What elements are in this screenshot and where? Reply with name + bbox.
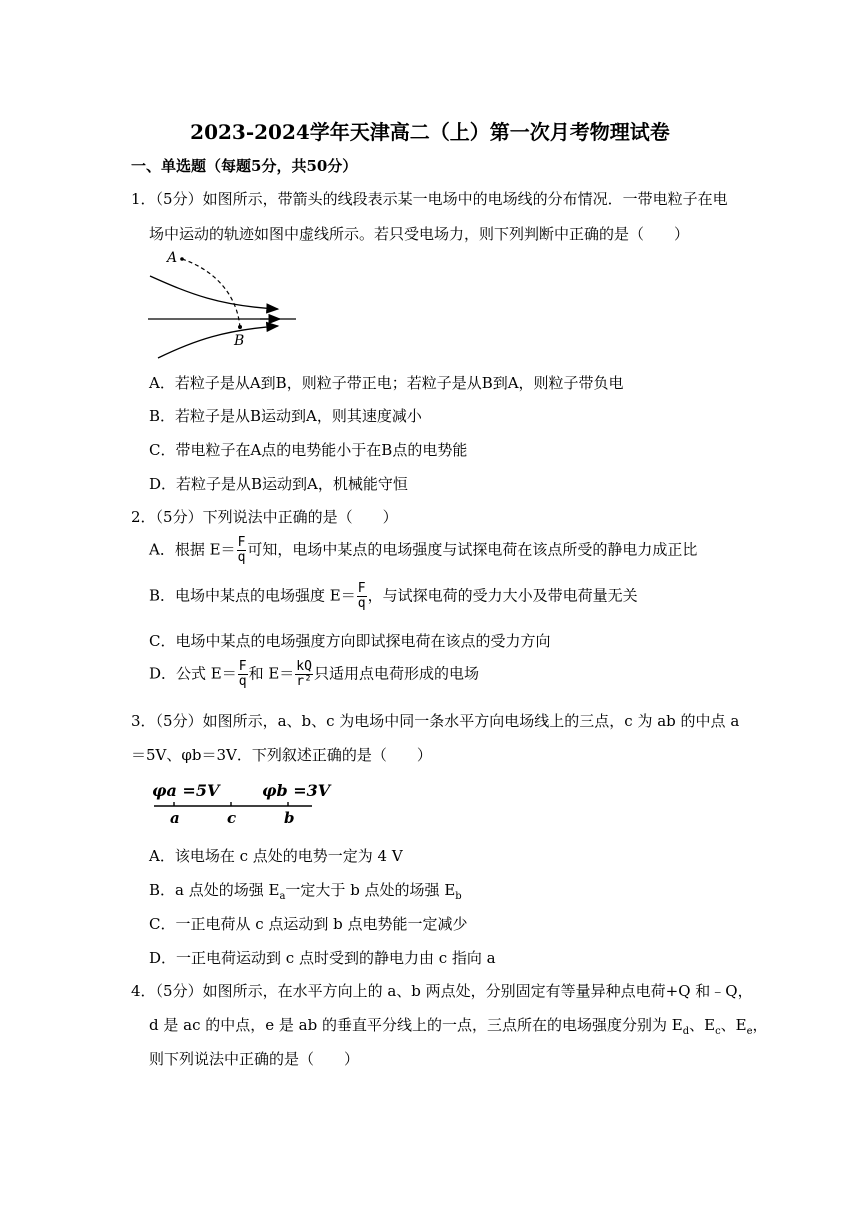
fig-point-b: b [284, 809, 295, 827]
q1-stem-line2: 场中运动的轨迹如图中虚线所示。若只受电场力，则下列判断中正确的是（ ） [149, 225, 690, 243]
page-title: 2023-2024学年天津高二（上）第一次月考物理试卷 [190, 120, 670, 144]
fig-point-a: a [170, 809, 180, 827]
q4-stem-line1: 4．（5分）如图所示，在水平方向上的 a、b 两点处，分别固定有等量异种点电荷+Q 和﹣Q， [131, 982, 753, 1000]
q2-stem: 2．（5分）下列说法中正确的是（ ） [131, 508, 398, 526]
section-heading: 一、单选题（每题5分，共50分） [131, 157, 358, 175]
q1-option-d: D．若粒子是从B运动到A，机械能守恒 [149, 475, 408, 493]
q3-stem-line1: 3．（5分）如图所示，a、b、c 为电场中同一条水平方向电场线上的三点，c 为 ab 的中点 a [131, 712, 740, 730]
q3-stem-line2: ＝5V、φb＝3V．下列叙述正确的是（ ） [131, 746, 432, 764]
q3-potential-line-figure [150, 780, 331, 827]
q1-option-c: C．带电粒子在A点的电势能小于在B点的电势能 [149, 441, 468, 459]
q2-option-c: C．电场中某点的电场强度方向即试探电荷在该点的受力方向 [149, 632, 551, 650]
q4-stem-line2: d 是 ac 的中点，e 是 ab 的垂直平分线上的一点，三点所在的电场强度分别为 $E_d$、$E_c$、$E_e$， [149, 1016, 768, 1037]
fig-label-b: B [234, 333, 245, 349]
trajectory-dashed [182, 259, 240, 328]
formula-kq-over-r2: $\frac{kQ}{\text{r²}}$ [296, 659, 312, 689]
field-line-upper [150, 276, 278, 309]
q2-option-a: A．根据 E＝ $\frac{F}{q}$ 可知，电场中某点的电场强度与试探电荷在该点所受的静电力成正比 [149, 535, 698, 565]
q1-option-a: A．若粒子是从A到B，则粒子带正电；若粒子是从B到A，则粒子带负电 [149, 374, 624, 392]
fig-phi-b: φb =3V [262, 781, 331, 800]
q3-option-d: D．一正电荷运动到 c 点时受到的静电力由 c 指向 a [149, 949, 496, 967]
q3-option-a: A．该电场在 c 点处的电势一定为 4 V [149, 847, 403, 865]
q3-option-c: C．一正电荷从 c 点运动到 b 点电势能一定减少 [149, 915, 468, 933]
fig-point-c: c [227, 809, 237, 827]
q4-stem-line3: 则下列说法中正确的是（ ） [149, 1050, 360, 1068]
formula-f-over-q: $\frac{F}{q}$ [357, 581, 366, 611]
formula-f-over-q: $\frac{F}{q}$ [238, 659, 247, 689]
q2-option-d: D．公式 E＝ $\frac{F}{q}$ 和 E＝ $\frac{kQ}{\text{r²}}$ 只适用点电荷形成的电场 [149, 659, 479, 689]
q1-stem-line1: 1．（5分）如图所示，带箭头的线段表示某一电场中的电场线的分布情况．一带电粒子在电 [131, 190, 728, 208]
fig-label-a: A [167, 250, 178, 266]
q1-option-b: B．若粒子是从B运动到A，则其速度减小 [149, 407, 422, 425]
q1-field-line-figure [140, 248, 310, 366]
q3-option-b: B．a 点处的场强 $E_a$一定大于 b 点处的场强 $E_b$ [149, 881, 462, 902]
q2-option-b: B．电场中某点的电场强度 E＝ $\frac{F}{q}$ ，与试探电荷的受力大小及带电荷量无关 [149, 581, 638, 611]
fig-phi-a: φa =5V [152, 781, 220, 800]
field-line-lower [158, 326, 278, 358]
formula-f-over-q: $\frac{F}{q}$ [237, 535, 246, 565]
